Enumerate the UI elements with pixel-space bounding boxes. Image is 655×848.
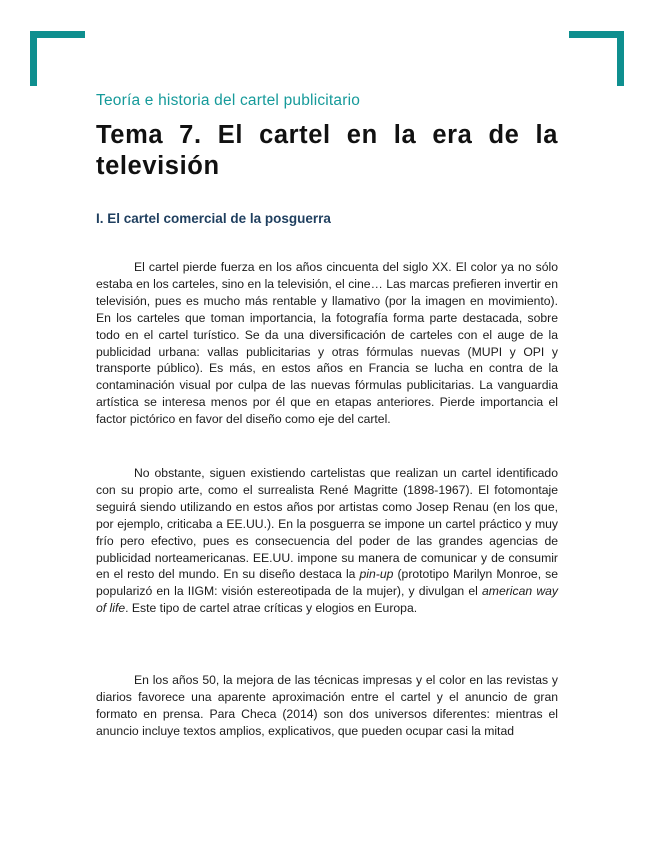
paragraph-2-italic-american-way: american way of life <box>96 584 558 616</box>
paragraph-2-text-c: (prototipo Marilyn Monroe, se popularizó en la IIGM: visión estereotipada de la mujer), y divulgan el <box>96 567 559 599</box>
paragraph-2 <box>96 465 558 617</box>
paragraph-2-text-e: . Este tipo de cartel atrae críticas y elogios en Europa. <box>125 601 418 616</box>
corner-bracket-top-right <box>569 31 624 86</box>
course-subject: Teoría e historia del cartel publicitario <box>96 92 361 109</box>
section-heading: I. El cartel comercial de la posguerra <box>96 211 331 226</box>
corner-bracket-top-left <box>30 31 85 86</box>
paragraph-3: En los años 50, la mejora de las técnicas impresas y el color en las revistas y diarios favorece una aparente aproximación entre el cartel y el anuncio de gran formato en prensa. Para Checa (2014) son dos universos diferentes: mientras el anuncio incluye textos amplios, explicativos, que pueden ocupar casi la mitad <box>96 673 558 738</box>
page-title: Tema 7. El cartel en la era de la televisión <box>96 121 558 180</box>
paragraph-1: El cartel pierde fuerza en los años cincuenta del siglo XX. El color ya no sólo estaba en los carteles, sino en la televisión, el cine… Las marcas prefieren invertir en televisión, pues es mucho más rentable y llamativo (por la imagen en movimiento). En los carteles que toman importancia, la fotografía forma parte destacada, sobre todo en el cartel turístico. Se da una diversificación de carteles con el auge de la publicidad urbana: vallas publicitarias y otras fórmulas nuevas (MUPI y OPI y transporte público). Es más, en estos años en Francia se lucha en contra de la contaminación visual por culpa de las nuevas fórmulas publicitarias. La vanguardia artística se interesa menos por él que en etapas anteriores. Pierde importancia el factor pictórico en favor del diseño como eje del cartel. <box>96 260 558 427</box>
paragraph-2-italic-pinup: pin-up <box>359 567 394 582</box>
paragraph-2-text-a: No obstante, siguen existiendo cartelistas que realizan un cartel identificado con su propio arte, como el surrealista René Magritte (1898-1967). El fotomontaje seguirá siendo utilizando en estos años por artistas como Josep Renau (en los que, por ejemplo, criticaba a EE.UU.). En la posguerra se impone un cartel práctico y muy frío pero efectivo, pues es consecuencia del poder de las grandes agencias de publicidad norteamericanas. EE.UU. impone su manera de comunicar y de consumir en el resto del mundo. En su diseño destaca la <box>96 466 558 582</box>
